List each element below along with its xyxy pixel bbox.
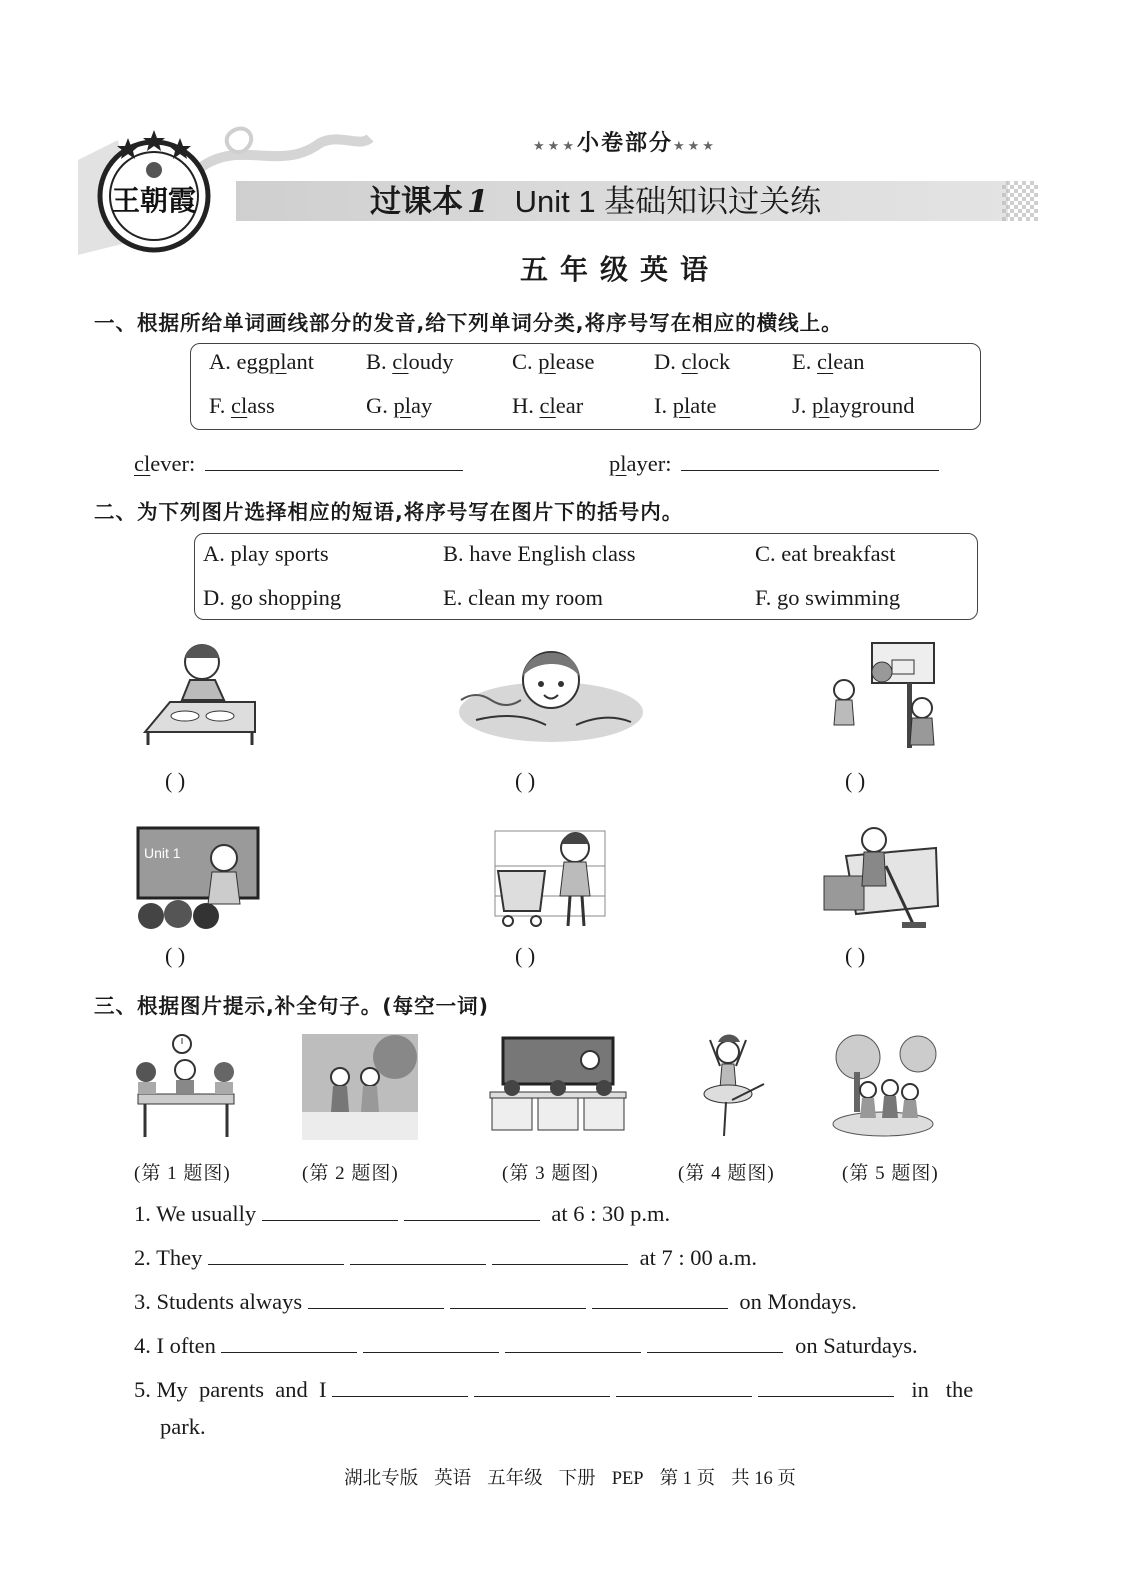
answer-blank[interactable] xyxy=(505,1332,641,1353)
top-label: ★★★小卷部分★★★ xyxy=(533,131,717,156)
word-option: F. class xyxy=(209,393,275,418)
answer-line-player[interactable] xyxy=(681,448,939,471)
answer-blank[interactable] xyxy=(350,1244,486,1265)
answer-blank[interactable] xyxy=(332,1376,468,1397)
boys-basketball-picture xyxy=(822,640,942,750)
boy-cleaning-picture xyxy=(816,826,942,934)
figure-caption: (第 5 题图) xyxy=(842,1163,939,1184)
word-option: D. clock xyxy=(654,349,731,374)
word-option: I. plate xyxy=(654,393,717,418)
phrase-option: A. play sports xyxy=(203,541,329,566)
sentence-5: 5. My parents and I in the xyxy=(134,1377,974,1402)
word-option: G. play xyxy=(366,393,433,418)
answer-line-clever[interactable] xyxy=(205,448,463,471)
figure-caption: (第 4 题图) xyxy=(678,1163,775,1184)
svg-text:Unit 1: Unit 1 xyxy=(144,845,181,861)
page-footer: 湖北专版 英语 五年级 下册 PEP 第 1 页 共 16 页 xyxy=(344,1469,796,1489)
family-dinner-picture xyxy=(130,1032,240,1142)
subtitle: 五年级英语 xyxy=(519,253,720,286)
answer-paren[interactable]: ( ) xyxy=(515,943,536,968)
answer-blank[interactable] xyxy=(647,1332,783,1353)
phrase-option: F. go swimming xyxy=(755,585,901,610)
answer-blank[interactable] xyxy=(592,1288,728,1309)
answer-blank[interactable] xyxy=(474,1376,610,1397)
answer-blank[interactable] xyxy=(221,1332,357,1353)
figure-caption: (第 1 题图) xyxy=(134,1163,231,1184)
phrase-option: D. go shopping xyxy=(203,585,342,610)
phrase-option: C. eat breakfast xyxy=(755,541,896,566)
sentence-2: 2. They at 7 : 00 a.m. xyxy=(134,1245,758,1270)
category-player: player: xyxy=(609,448,939,477)
sentence-1: 1. We usually at 6 : 30 p.m. xyxy=(134,1201,671,1226)
sentence-5-continuation: park. xyxy=(160,1414,206,1439)
category-clever: clever: xyxy=(134,448,463,477)
answer-blank[interactable] xyxy=(616,1376,752,1397)
answer-blank[interactable] xyxy=(308,1288,444,1309)
phrase-option: B. have English class xyxy=(443,541,636,566)
phrase-option: E. clean my room xyxy=(443,585,603,610)
ballet-dancer-picture xyxy=(690,1032,770,1142)
answer-blank[interactable] xyxy=(262,1200,398,1221)
section1-heading: 一、根据所给单词画线部分的发音,给下列单词分类,将序号写在相应的横线上。 xyxy=(94,311,843,335)
sentence-4: 4. I often on Saturdays. xyxy=(134,1333,918,1358)
answer-paren[interactable]: ( ) xyxy=(515,768,536,793)
answer-blank[interactable] xyxy=(758,1376,894,1397)
word-option: J. playground xyxy=(792,393,915,418)
sentence-3: 3. Students always on Mondays. xyxy=(134,1289,857,1314)
answer-blank[interactable] xyxy=(208,1244,344,1265)
boy-eating-picture xyxy=(140,640,260,750)
answer-blank[interactable] xyxy=(450,1288,586,1309)
park-picnic-picture xyxy=(828,1032,946,1140)
figure-caption: (第 2 题图) xyxy=(302,1163,399,1184)
publisher-logo xyxy=(78,120,228,260)
morning-exercise-picture xyxy=(300,1032,420,1142)
english-class-picture xyxy=(136,826,262,932)
answer-paren[interactable]: ( ) xyxy=(845,768,866,793)
answer-paren[interactable]: ( ) xyxy=(165,768,186,793)
girl-shopping-picture xyxy=(490,826,610,936)
page-title: 过课本 1 Unit 1 基础知识过关练 xyxy=(370,184,822,220)
girl-swimming-picture xyxy=(456,640,646,750)
word-option: A. eggplant xyxy=(209,349,315,374)
answer-paren[interactable]: ( ) xyxy=(845,943,866,968)
answer-blank[interactable] xyxy=(363,1332,499,1353)
figure-caption: (第 3 题图) xyxy=(502,1163,599,1184)
answer-blank[interactable] xyxy=(404,1200,540,1221)
svg-text:王朝霞: 王朝霞 xyxy=(111,184,197,217)
section2-heading: 二、为下列图片选择相应的短语,将序号写在图片下的括号内。 xyxy=(94,500,684,524)
word-option: B. cloudy xyxy=(366,349,454,374)
word-option: C. please xyxy=(512,349,595,374)
section3-heading: 三、根据图片提示,补全句子。(每空一词) xyxy=(94,994,490,1018)
banner-pattern xyxy=(1002,181,1038,221)
classroom-picture xyxy=(488,1036,628,1132)
answer-paren[interactable]: ( ) xyxy=(165,943,186,968)
word-option: E. clean xyxy=(792,349,865,374)
word-option: H. clear xyxy=(512,393,584,418)
answer-blank[interactable] xyxy=(492,1244,628,1265)
